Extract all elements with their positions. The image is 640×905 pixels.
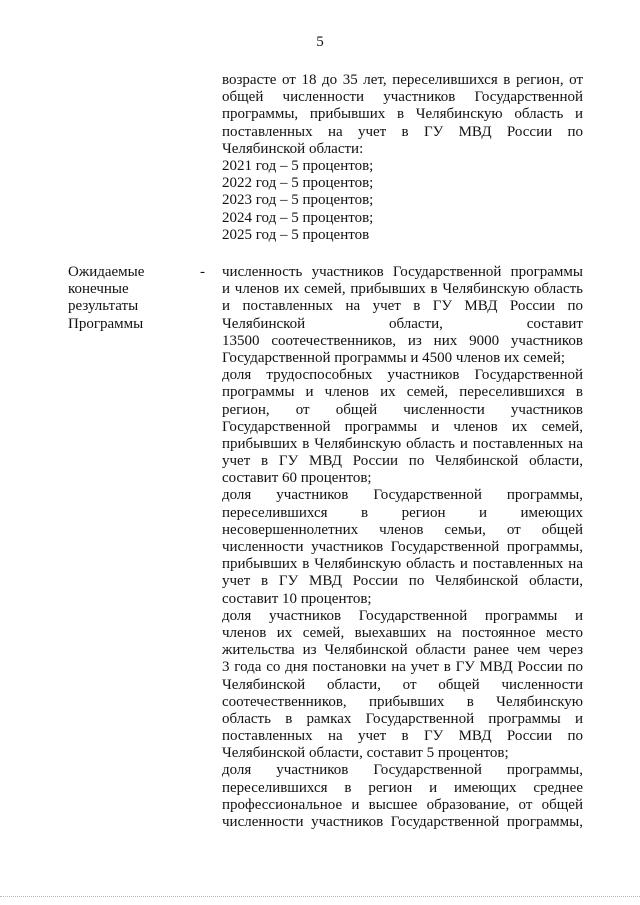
page-number: 5 — [316, 34, 324, 50]
text-line: численности участников Государственной программы, — [222, 814, 583, 830]
text-line: членов их семей, выехавших на постоянное место — [222, 624, 583, 641]
text-line: 2025 год – 5 процентов — [222, 226, 370, 243]
text-line: Челябинской области, от общей численности — [222, 676, 583, 693]
text-line: составит 10 процентов; — [222, 590, 372, 607]
text-line: переселившихся в регион и имеющих — [222, 504, 583, 521]
text-line: программы, прибывших в Челябинскую область и — [222, 106, 583, 123]
text-line: область в рамках Государственной программы и — [222, 710, 583, 727]
text-line: Челябинской области: — [222, 140, 364, 157]
text-line: 2021 год – 5 процентов; — [222, 157, 374, 174]
expected-results-text — [222, 264, 583, 831]
section-label-line: конечные — [68, 281, 129, 298]
text-line: регион, от общей численности участников — [222, 401, 583, 418]
text-line: поставленных на учет в ГУ МВД России по — [222, 123, 583, 140]
text-line: учет в ГУ МВД России по Челябинской области, — [222, 573, 583, 590]
section-label-line: Программы — [68, 315, 144, 332]
text-line: соотечественников, прибывших в Челябинскую — [222, 693, 583, 710]
text-line: 13500 соотечественников, из них 9000 участников — [222, 332, 583, 349]
text-line: несовершеннолетних членов семьи, от общей — [222, 521, 583, 538]
text-line: поставленных на учет в ГУ МВД России по — [222, 728, 583, 745]
text-line: Челябинской области, составит — [222, 315, 583, 332]
section-label-line: Ожидаемые — [68, 264, 145, 280]
text-line: возрасте от 18 до 35 лет, переселившихся в регион, от — [222, 72, 583, 88]
text-line: Государственной программы и членов их семей, — [222, 418, 583, 435]
text-line: учет в ГУ МВД России по Челябинской области, — [222, 453, 583, 470]
text-line: общей численности участников Государственной — [222, 89, 583, 106]
text-line: составит 60 процентов; — [222, 470, 372, 487]
text-line: и поставленных на учет в ГУ МВД России по — [222, 298, 583, 315]
goals-continuation-text — [222, 72, 583, 244]
label-dash: - — [200, 264, 205, 280]
text-line: 2024 год – 5 процентов; — [222, 209, 374, 226]
text-line: численность участников Государственной программы — [222, 264, 583, 280]
section-label-line: результаты — [68, 298, 139, 315]
text-line: 2022 год – 5 процентов; — [222, 175, 374, 192]
text-line: Челябинской области, составит 5 процентов; — [222, 745, 509, 762]
text-line: и членов их семей, прибывших в Челябинскую область — [222, 281, 583, 298]
text-line: профессиональное и высшее образование, от общей — [222, 796, 583, 813]
text-line: программы и членов их семей, переселившихся в — [222, 384, 583, 401]
text-line: 2023 год – 5 процентов; — [222, 192, 374, 209]
text-line: прибывших в Челябинскую область и поставленных на — [222, 556, 583, 573]
section-label-expected-results — [68, 264, 144, 333]
text-line: жительства из Челябинской области ранее чем через — [222, 642, 583, 659]
text-line: Государственной программы и 4500 членов их семей; — [222, 349, 566, 366]
scan-edge-divider — [0, 896, 640, 898]
text-line: прибывших в Челябинскую область и поставленных на — [222, 435, 583, 452]
text-line: 3 года со дня постановки на учет в ГУ МВД России по — [222, 659, 583, 676]
text-line: доля участников Государственной программы, — [222, 762, 583, 779]
text-line: доля трудоспособных участников Государственной — [222, 367, 583, 384]
text-line: переселившихся в регион и имеющих среднее — [222, 779, 583, 796]
text-line: доля участников Государственной программы и — [222, 607, 583, 624]
text-line: численности участников Государственной программы, — [222, 539, 583, 555]
text-line: доля участников Государственной программы, — [222, 487, 583, 504]
